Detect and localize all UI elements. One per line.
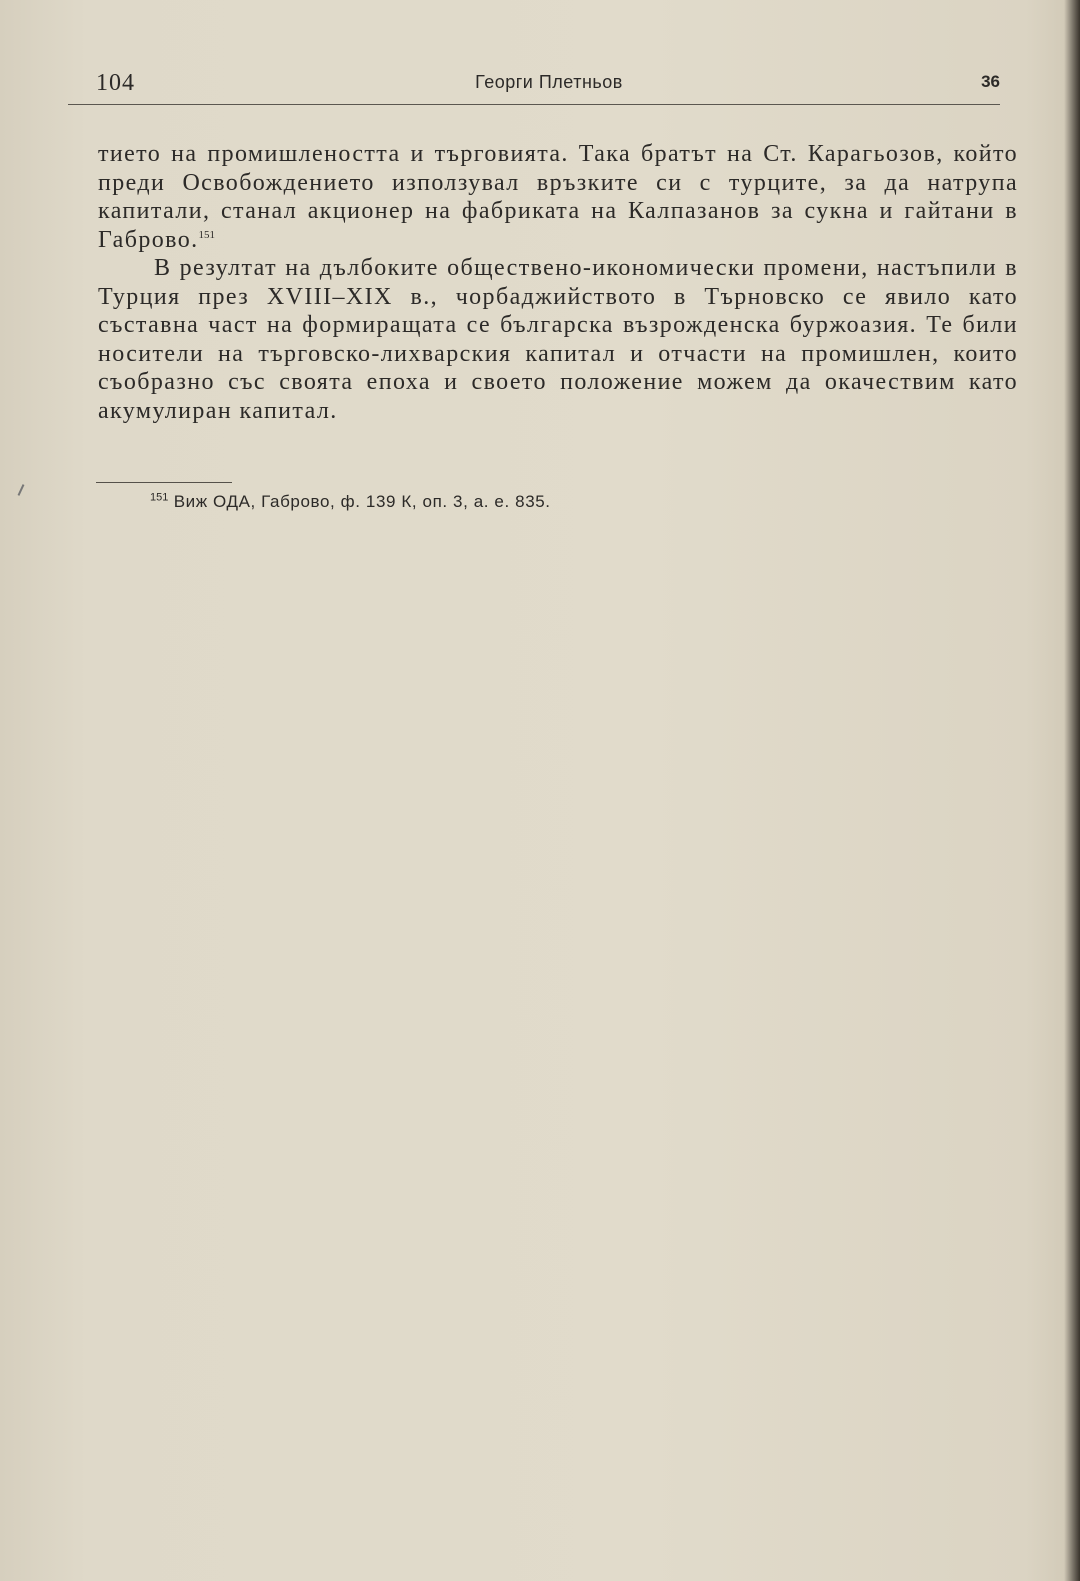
paragraph-2: В резултат на дълбоките обществено-икономически промени, настъпили в Турция през XVIII–XIX в., чорбаджийството в Търновско се явило като съставна част на формиращата се българска възрожденска буржоазия. Те били носители на търговско-лихварския капитал и отчасти на промишлен, които съобразно със своята епоха и своето положение можем да окачествим като акумулиран капитал. [98,255,1018,424]
footnote-number: 151 [150,491,169,504]
body-text [98,140,1018,425]
paragraph-1 [98,140,1018,254]
running-head [96,66,1002,102]
paragraph-1-text: тието на промишлеността и търговията. Така братът на Ст. Карагьозов, който преди Освобождението използувал връзките си с турците, за да натрупа капитали, станал акционер на фабриката на Калпазанов за сукна и гайтани в Габрово. [98,141,1018,253]
signature-mark: 36 [981,72,1000,91]
footnote [150,492,551,512]
footnote-reference: 151 [198,228,216,241]
pencil-mark [18,484,25,496]
page-edge-shadow [1064,0,1080,1581]
footnote-rule [96,482,232,483]
header-rule [68,104,1000,105]
footnote-text: Виж ОДА, Габрово, ф. 139 К, оп. 3, а. е. 835. [173,492,551,511]
page-number: 104 [96,70,135,96]
running-head-author: Георги Плетньов [475,72,623,92]
